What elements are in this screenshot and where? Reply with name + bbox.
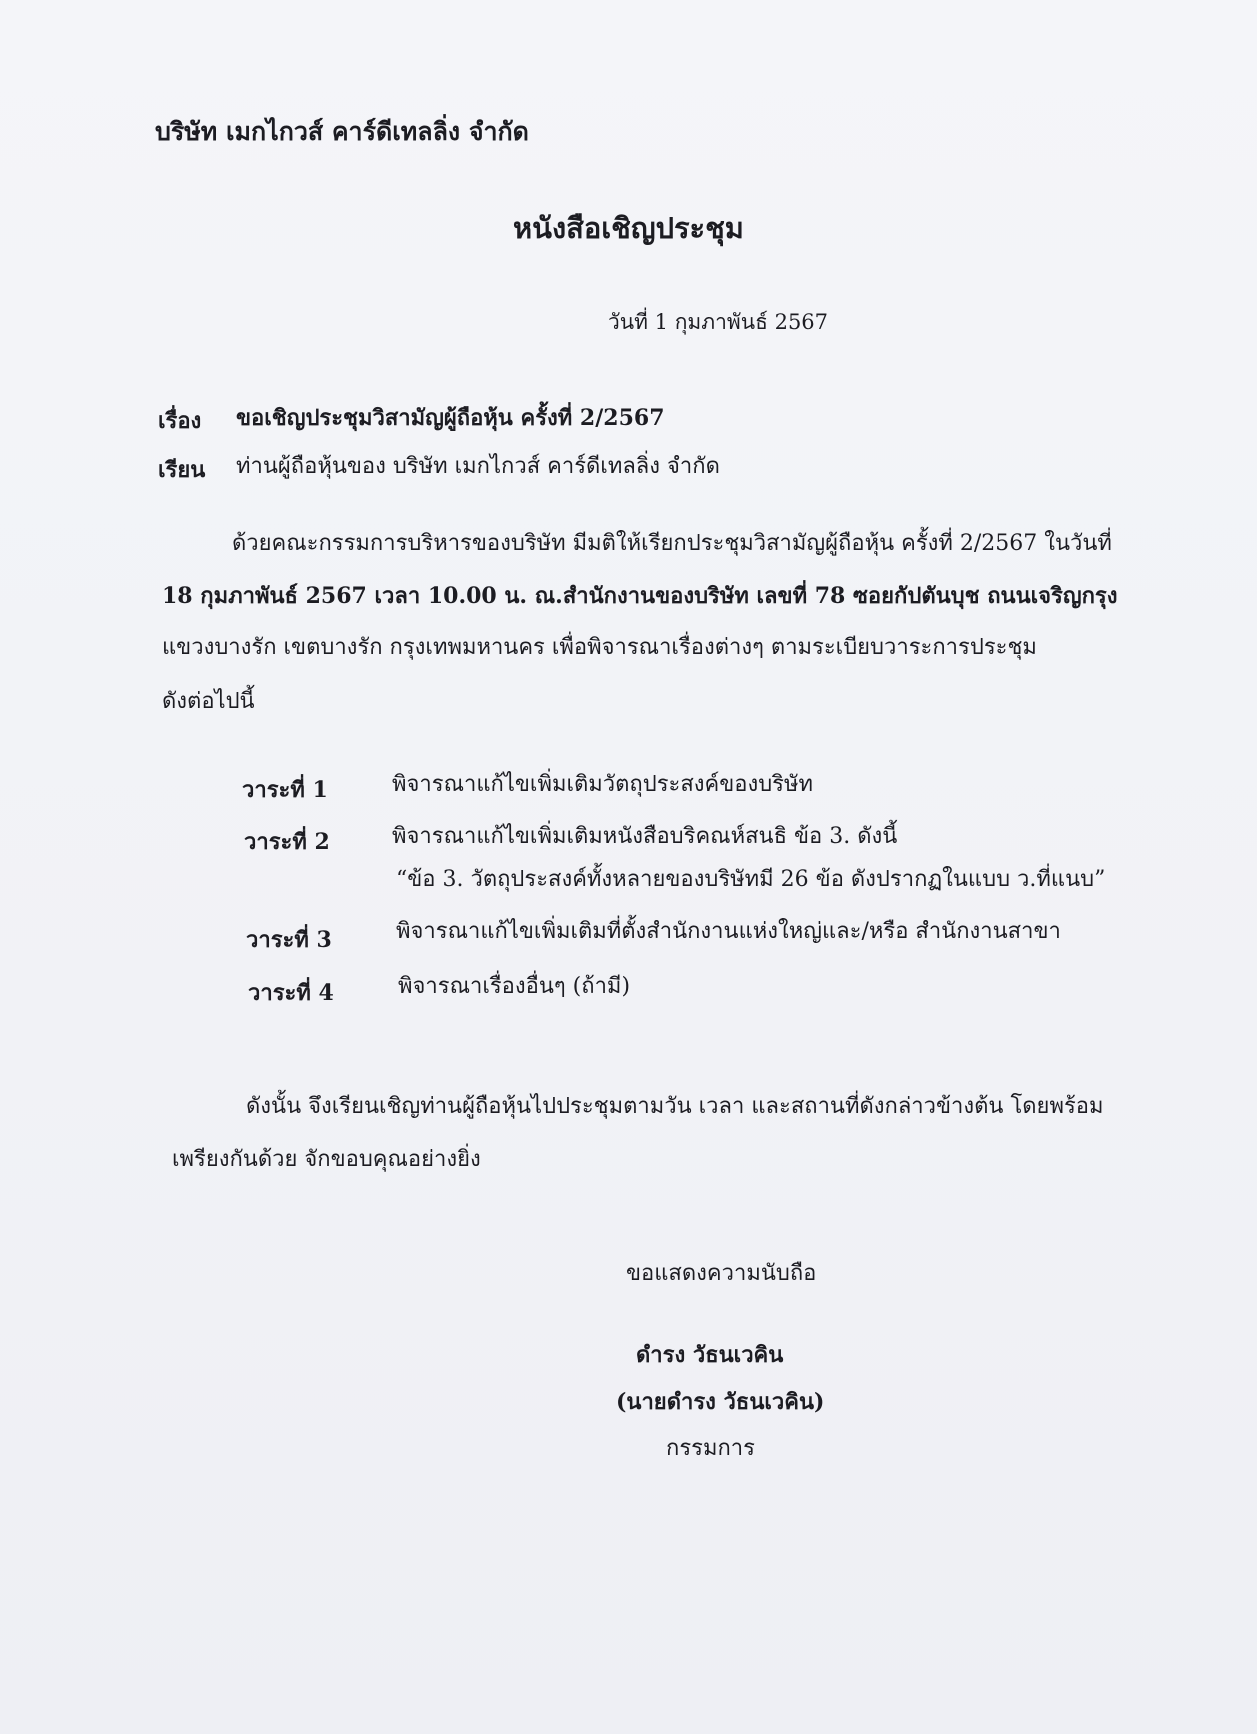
conclusion-line: เพรียงกันด้วย จักขอบคุณอย่างยิ่ง <box>172 1147 481 1172</box>
conclusion-line: ดังนั้น จึงเรียนเชิญท่านผู้ถือหุ้นไปประชุมตามวัน เวลา และสถานที่ดังกล่าวข้างต้น โดยพร้อม <box>246 1094 1104 1119</box>
agenda-item-1-text: พิจารณาแก้ไขเพิ่มเติมวัตถุประสงค์ของบริษัท <box>392 772 813 797</box>
agenda-item-3-label: วาระที่ 3 <box>246 927 332 953</box>
agenda-item-2-text: พิจารณาแก้ไขเพิ่มเติมหนังสือบริคณห์สนธิ ข้อ 3. ดังนี้ <box>392 824 898 849</box>
agenda-item-1-label: วาระที่ 1 <box>242 777 328 803</box>
signer-name: (นายดำรง วัธนเวคิน) <box>616 1389 825 1415</box>
company-name: บริษัท เมกไกวส์ คาร์ดีเทลลิ่ง จำกัด <box>155 117 529 146</box>
recipient-label: เรียน <box>158 457 206 483</box>
subject-text: ขอเชิญประชุมวิสามัญผู้ถือหุ้น ครั้งที่ 2/2567 <box>236 405 665 431</box>
agenda-item-2-note: “ข้อ 3. วัตถุประสงค์ทั้งหลายของบริษัทมี 26 ข้อ ดังปรากฏในแบบ ว.ที่แนบ” <box>396 867 1106 892</box>
agenda-item-3-text: พิจารณาแก้ไขเพิ่มเติมที่ตั้งสำนักงานแห่งใหญ่และ/หรือ สำนักงานสาขา <box>396 919 1061 944</box>
body-line: แขวงบางรัก เขตบางรัก กรุงเทพมหานคร เพื่อพิจารณาเรื่องต่างๆ ตามระเบียบวาระการประชุม <box>162 635 1037 660</box>
document-date: วันที่ 1 กุมภาพันธ์ 2567 <box>608 310 829 334</box>
document-title: หนังสือเชิญประชุม <box>513 211 744 245</box>
body-line: 18 กุมภาพันธ์ 2567 เวลา 10.00 น. ณ.สำนักงานของบริษัท เลขที่ 78 ซอยกัปตันบุช ถนนเจริญกรุง <box>162 583 1118 609</box>
closing-salutation: ขอแสดงความนับถือ <box>626 1261 817 1286</box>
body-line: ด้วยคณะกรรมการบริหารของบริษัท มีมติให้เรียกประชุมวิสามัญผู้ถือหุ้น ครั้งที่ 2/2567 ในวันที่ <box>232 531 1112 556</box>
agenda-item-2-label: วาระที่ 2 <box>244 829 330 855</box>
agenda-item-4-label: วาระที่ 4 <box>248 980 334 1006</box>
signature: ดำรง วัธนเวคิน <box>636 1342 784 1368</box>
recipient-text: ท่านผู้ถือหุ้นของ บริษัท เมกไกวส์ คาร์ดีเทลลิ่ง จำกัด <box>236 454 720 479</box>
signer-position: กรรมการ <box>666 1436 755 1461</box>
agenda-item-4-text: พิจารณาเรื่องอื่นๆ (ถ้ามี) <box>398 974 631 999</box>
subject-label: เรื่อง <box>158 408 202 434</box>
body-line: ดังต่อไปนี้ <box>162 689 255 714</box>
